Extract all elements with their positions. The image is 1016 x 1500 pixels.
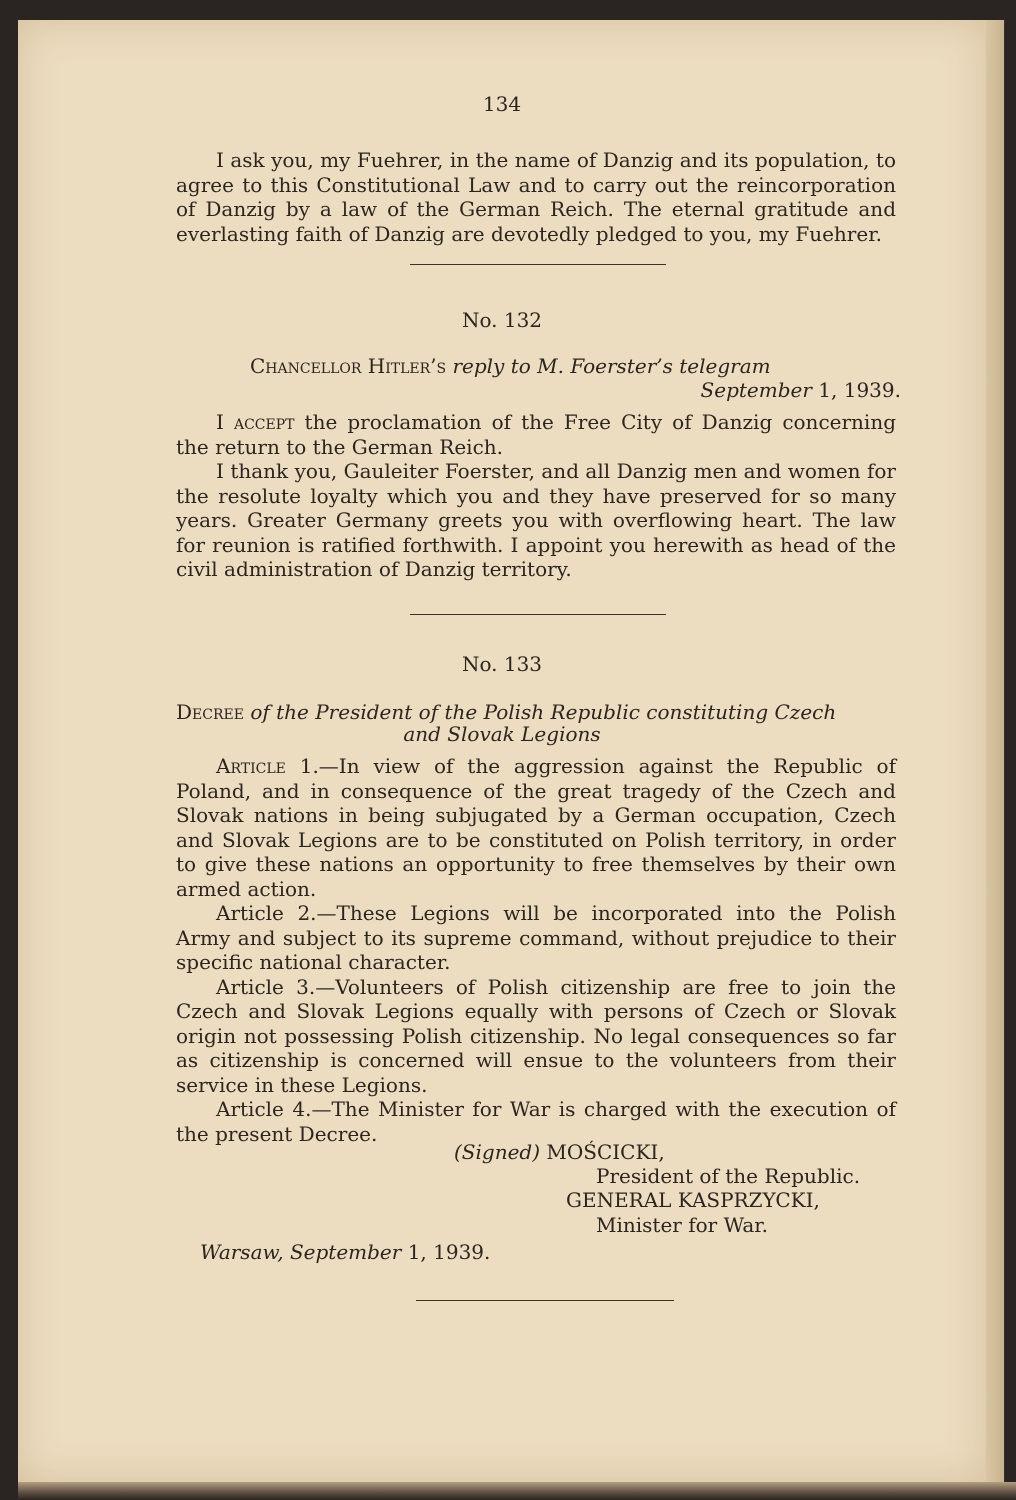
doc-132-paragraph-1-text: the proclamation of the Free City of Danzig concerning the return to the German Reich. — [176, 410, 896, 459]
page-number: 134 — [482, 92, 522, 116]
page-edge-bottom — [18, 1482, 1016, 1500]
doc-133-article-4: Article 4.—The Minister for War is charged with the execution of the present Decree. — [176, 1097, 896, 1146]
doc-132-number: No. 132 — [461, 308, 543, 332]
page-edge-right — [986, 20, 1016, 1500]
signed-label: (Signed) — [454, 1140, 541, 1164]
doc-133-article-2: Article 2.—These Legions will be incorporated into the Polish Army and subject to its supreme command, without prejudice to their specific national character. — [176, 901, 896, 974]
signature-line-1 — [454, 1140, 665, 1164]
intro-paragraph: I ask you, my Fuehrer, in the name of Danzig and its population, to agree to this Constitutional Law and to carry out the reincorporation of Danzig by a law of the German Reich. The eternal gratitude and everlasting faith of Danzig are devotedly pledged to you, my Fuehrer. — [176, 148, 896, 246]
doc-132-date — [701, 378, 901, 402]
doc-132-paragraph-1 — [176, 410, 896, 459]
doc-132-heading — [250, 354, 771, 378]
doc-132-heading-title: reply to M. Foerster’s telegram — [452, 354, 771, 378]
signer-1-title: President of the Republic. — [596, 1164, 861, 1188]
doc-133-heading-title-1: of the President of the Polish Republic constituting Czech — [250, 700, 837, 724]
doc-132-date-day: 1, 1939. — [818, 378, 901, 402]
doc-133-article-1-label: Article — [216, 754, 286, 778]
doc-132-date-month: September — [700, 378, 812, 402]
signer-1-name: MOŚCICKI, — [546, 1140, 665, 1164]
doc-132-paragraph-2: I thank you, Gauleiter Foerster, and all Danzig men and women for the resolute loyalty which you and they have preserved for so many years. Greater Germany greets you with overflowing heart. The law for reunion is ratified forthwith. I appoint you herewith as head of the civil administration of Danzig territory. — [176, 459, 896, 581]
doc-133-number: No. 133 — [461, 652, 543, 676]
place-date-text: Warsaw, September — [200, 1240, 402, 1264]
section-divider — [410, 614, 666, 615]
doc-133-heading-type: Decree — [176, 700, 244, 724]
doc-133-article-3: Article 3.—Volunteers of Polish citizenship are free to join the Czech and Slovak Legions equally with persons of Czech or Slovak origin not possessing Polish citizenship. No legal consequences so far as citizenship is concerned will ensue to the volunteers from their service in these Legions. — [176, 974, 896, 1097]
doc-133-article-1 — [176, 754, 896, 901]
signer-2-name: GENERAL KASPRZYCKI, — [566, 1188, 820, 1212]
section-divider — [410, 264, 666, 265]
doc-133-heading-line-2: and Slovak Legions — [403, 722, 601, 746]
signer-2-title: Minister for War. — [596, 1213, 769, 1237]
doc-133-body — [176, 754, 896, 1146]
doc-133-article-1-text: 1.—In view of the aggression against the Republic of Poland, and in consequence of the great tragedy of the Czech and Slovak nations in being subjugated by a German occupation, Czech and Slovak Legions are to be constituted on Polish territory, in order to give these nations an opportunity to free themselves by their own armed action. — [176, 754, 896, 901]
document-page — [18, 20, 986, 1482]
doc-132-body — [176, 410, 896, 582]
place-and-date — [200, 1240, 490, 1264]
place-date-day: 1, 1939. — [407, 1240, 491, 1264]
doc-132-lead: I accept — [216, 410, 295, 434]
section-divider — [416, 1300, 674, 1301]
doc-133-heading-line-1 — [176, 700, 836, 724]
doc-132-heading-author: Chancellor Hitler’s — [250, 354, 447, 378]
